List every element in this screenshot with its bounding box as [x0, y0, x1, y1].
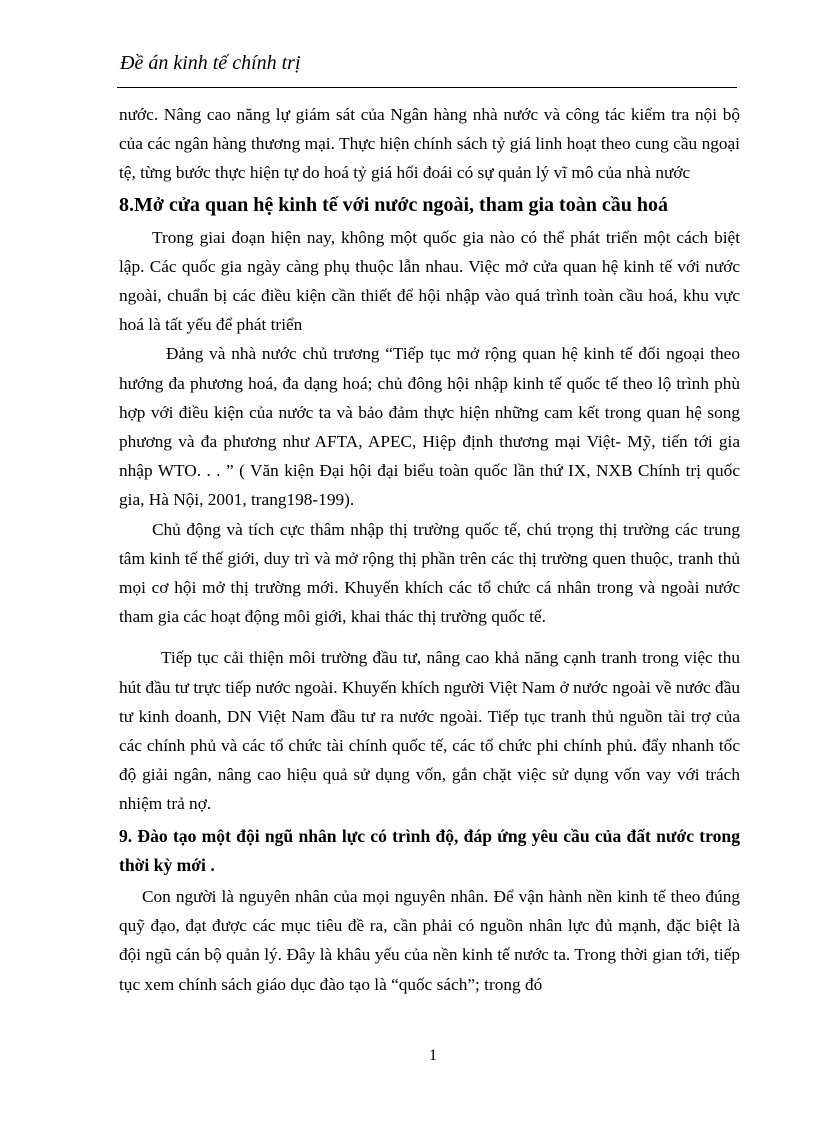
document-header-title: Đề án kinh tế chính trị [120, 52, 301, 74]
paragraph-continuation: nước. Nâng cao năng lự giám sát của Ngân hàng nhà nước và công tác kiểm tra nội bộ của các ngân hàng thương mại. Thực hiện chính sách tỷ giá linh hoạt theo cung cầu ngoại tệ, từng bước thực hiện tự do hoá tỷ giá hối đoái có sự quản lý vĩ mô của nhà nước [119, 105, 740, 183]
paragraph: Đảng và nhà nước chủ trương “Tiếp tục mở rộng quan hệ kinh tế đối ngoại theo hướng đa phương hoá, đa dạng hoá; chủ đông hội nhập kinh tế quốc tế theo lộ trình phù hợp với điều kiện của nước ta và bảo đảm thực hiện những cam kết trong quan hệ song phương và đa phương như AFTA, APEC, Hiệp định thương mại Việt- Mỹ, tiến tới gia nhập WTO. . . ” ( Văn kiện Đại hội đại biểu toàn quốc lần thứ IX, NXB Chính trị quốc gia, Hà Nội, 2001, trang198-199). [119, 344, 740, 510]
page-number: 1 [429, 1047, 437, 1064]
section-heading-9: 9. Đào tạo một đội ngũ nhân lực có trình độ, đáp ứng yêu cầu của đất nước trong thời kỳ mới . [119, 825, 740, 875]
paragraph: Con người là nguyên nhân của mọi nguyên nhân. Để vận hành nền kinh tế theo đúng quỹ đạo, đạt được các mục tiêu đề ra, cần phải có nguồn nhân lực đủ mạnh, đặc biệt là đội ngũ cán bộ quản lý. Đây là khâu yếu của nền kinh tế nước ta. Trong thời gian tới, tiếp tục xem chính sách giáo dục đào tạo là “quốc sách”; trong đó [119, 887, 740, 994]
paragraph: Chủ động và tích cực thâm nhập thị trường quốc tế, chú trọng thị trường các trung tâm kinh tế thế giới, duy trì và mở rộng thị phần trên các thị trường quen thuộc, tranh thủ mọi cơ hội mở thị trường mới. Khuyến khích các tổ chức cá nhân trong và ngoài nước tham gia các hoạt động môi giới, khai thác thị trường quốc tế. [119, 519, 740, 627]
header-rule [117, 87, 737, 88]
section-heading-8: 8.Mở cửa quan hệ kinh tế với nước ngoài, tham gia toàn cầu hoá [119, 193, 668, 216]
document-body [119, 100, 740, 999]
paragraph: Trong giai đoạn hiện nay, không một quốc gia nào có thể phát triển một cách biệt lập. Các quốc gia ngày càng phụ thuộc lẫn nhau. Việc mở cửa quan hệ kinh tế với nước ngoài, chuẩn bị các điều kiện cần thiết để hội nhập vào quá trình toàn cầu hoá, khu vực hoá là tất yếu để phát triển [119, 227, 740, 335]
paragraph: Tiếp tục cải thiện môi trường đầu tư, nâng cao khả năng cạnh tranh trong việc thu hút đầu tư trực tiếp nước ngoài. Khuyến khích người Việt Nam ở nước ngoài về nước đầu tư kinh doanh, DN Việt Nam đầu tư ra nước ngoài. Tiếp tục tranh thủ nguồn tài trợ của các chính phủ và các tổ chức tài chính quốc tế, các tổ chức phi chính phủ. đẩy nhanh tốc độ giải ngân, nâng cao hiệu quả sử dụng vốn, gắn chặt việc sử dụng vốn vay với trách nhiệm trả nợ. [119, 648, 740, 814]
